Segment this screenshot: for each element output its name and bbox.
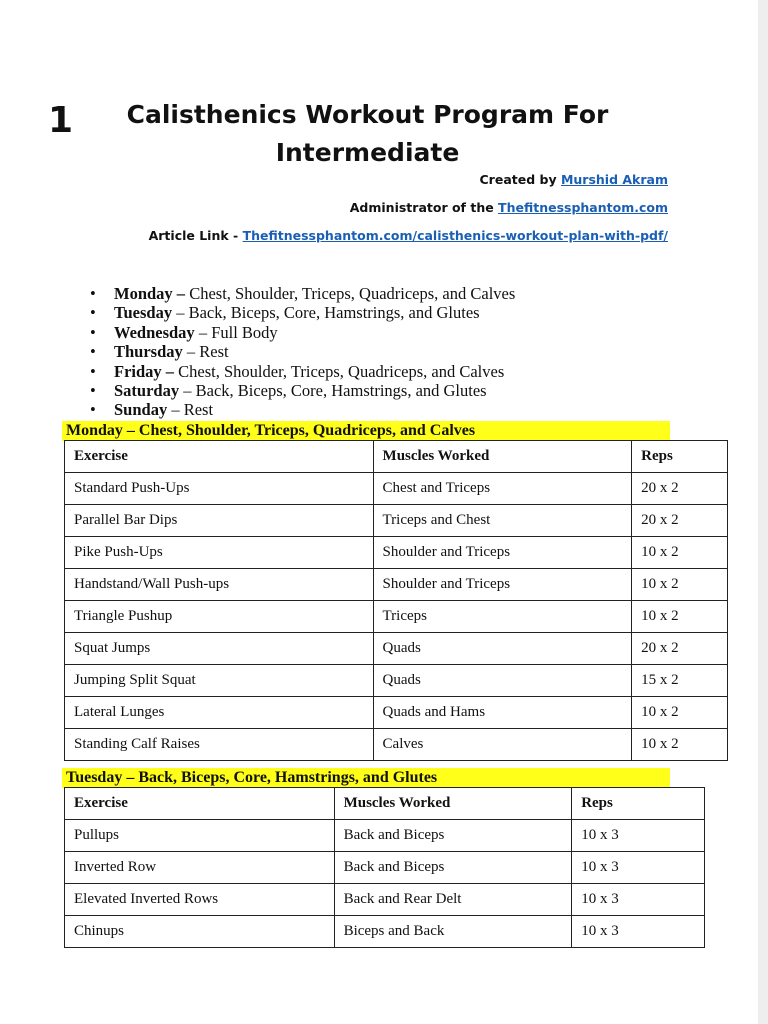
- table-cell: Shoulder and Triceps: [373, 537, 632, 569]
- schedule-item: • Monday – Chest, Shoulder, Triceps, Quadriceps, and Calves: [90, 284, 515, 303]
- table-cell: 20 x 2: [632, 505, 728, 537]
- page-title: Calisthenics Workout Program For Intermediate: [126, 100, 609, 167]
- table-cell: Squat Jumps: [65, 633, 374, 665]
- table-cell: Biceps and Back: [334, 916, 572, 948]
- table-cell: Quads and Hams: [373, 697, 632, 729]
- table-cell: Quads: [373, 665, 632, 697]
- schedule-item: • Wednesday – Full Body: [90, 323, 515, 342]
- table-header-row: [65, 441, 728, 473]
- page-edge: [758, 0, 768, 1024]
- schedule-item: • Sunday – Rest: [90, 400, 515, 419]
- table-cell: 10 x 2: [632, 729, 728, 761]
- table-cell: Shoulder and Triceps: [373, 569, 632, 601]
- weekly-schedule: [90, 284, 515, 420]
- article-line: [149, 228, 668, 243]
- table-row: [65, 729, 728, 761]
- table-cell: 20 x 2: [632, 473, 728, 505]
- table-cell: Back and Biceps: [334, 852, 572, 884]
- table-cell: Chinups: [65, 916, 335, 948]
- table-cell: Elevated Inverted Rows: [65, 884, 335, 916]
- article-label: Article Link -: [148, 228, 243, 243]
- table-cell: Back and Biceps: [334, 820, 572, 852]
- table-cell: 20 x 2: [632, 633, 728, 665]
- table-cell: 10 x 2: [632, 601, 728, 633]
- table-row: [65, 473, 728, 505]
- table-cell: Standing Calf Raises: [65, 729, 374, 761]
- column-header: Reps: [572, 788, 705, 820]
- table-row: [65, 697, 728, 729]
- table-cell: Inverted Row: [65, 852, 335, 884]
- table-cell: 10 x 3: [572, 916, 705, 948]
- table-cell: Lateral Lunges: [65, 697, 374, 729]
- monday-table: [64, 440, 728, 761]
- table-row: [65, 569, 728, 601]
- table-cell: 10 x 3: [572, 884, 705, 916]
- table-row: [65, 884, 705, 916]
- schedule-item: • Tuesday – Back, Biceps, Core, Hamstrings, and Glutes: [90, 303, 515, 322]
- table-cell: Pullups: [65, 820, 335, 852]
- admin-label: Administrator of the: [349, 200, 499, 215]
- table-cell: Standard Push-Ups: [65, 473, 374, 505]
- tuesday-heading: Tuesday – Back, Biceps, Core, Hamstrings, and Glutes: [62, 768, 670, 788]
- table-cell: Triangle Pushup: [65, 601, 374, 633]
- table-row: [65, 505, 728, 537]
- table-header-row: [65, 788, 705, 820]
- table-row: [65, 852, 705, 884]
- table-cell: Handstand/Wall Push-ups: [65, 569, 374, 601]
- table-cell: Quads: [373, 633, 632, 665]
- table-cell: Jumping Split Squat: [65, 665, 374, 697]
- table-cell: Calves: [373, 729, 632, 761]
- table-row: [65, 820, 705, 852]
- table-row: [65, 665, 728, 697]
- schedule-item: • Thursday – Rest: [90, 342, 515, 361]
- table-cell: Parallel Bar Dips: [65, 505, 374, 537]
- table-cell: Triceps and Chest: [373, 505, 632, 537]
- monday-heading: Monday – Chest, Shoulder, Triceps, Quadriceps, and Calves: [62, 421, 670, 441]
- column-header: Muscles Worked: [334, 788, 572, 820]
- site-link[interactable]: Thefitnessphantom.com: [498, 200, 668, 215]
- table-cell: 10 x 2: [632, 569, 728, 601]
- table-cell: 10 x 2: [632, 697, 728, 729]
- author-link[interactable]: Murshid Akram: [560, 172, 668, 187]
- table-row: [65, 601, 728, 633]
- column-header: Muscles Worked: [373, 441, 632, 473]
- schedule-item: • Friday – Chest, Shoulder, Triceps, Quadriceps, and Calves: [90, 362, 515, 381]
- table-cell: Chest and Triceps: [373, 473, 632, 505]
- tuesday-table: [64, 787, 705, 948]
- table-row: [65, 537, 728, 569]
- page-number: 1: [48, 100, 74, 141]
- table-cell: 10 x 3: [572, 852, 705, 884]
- table-cell: Pike Push-Ups: [65, 537, 374, 569]
- table-cell: 10 x 3: [572, 820, 705, 852]
- table-row: [65, 916, 705, 948]
- column-header: Exercise: [65, 788, 335, 820]
- table-cell: 15 x 2: [632, 665, 728, 697]
- column-header: Exercise: [65, 441, 374, 473]
- table-cell: 10 x 2: [632, 537, 728, 569]
- table-cell: Triceps: [373, 601, 632, 633]
- created-by-line: [480, 172, 669, 187]
- admin-line: [350, 200, 668, 215]
- table-row: [65, 633, 728, 665]
- article-link[interactable]: Thefitnessphantom.com/calisthenics-workout-plan-with-pdf/: [242, 228, 668, 243]
- table-cell: Back and Rear Delt: [334, 884, 572, 916]
- column-header: Reps: [632, 441, 728, 473]
- schedule-item: • Saturday – Back, Biceps, Core, Hamstrings, and Glutes: [90, 381, 515, 400]
- created-by-label: Created by: [479, 172, 561, 187]
